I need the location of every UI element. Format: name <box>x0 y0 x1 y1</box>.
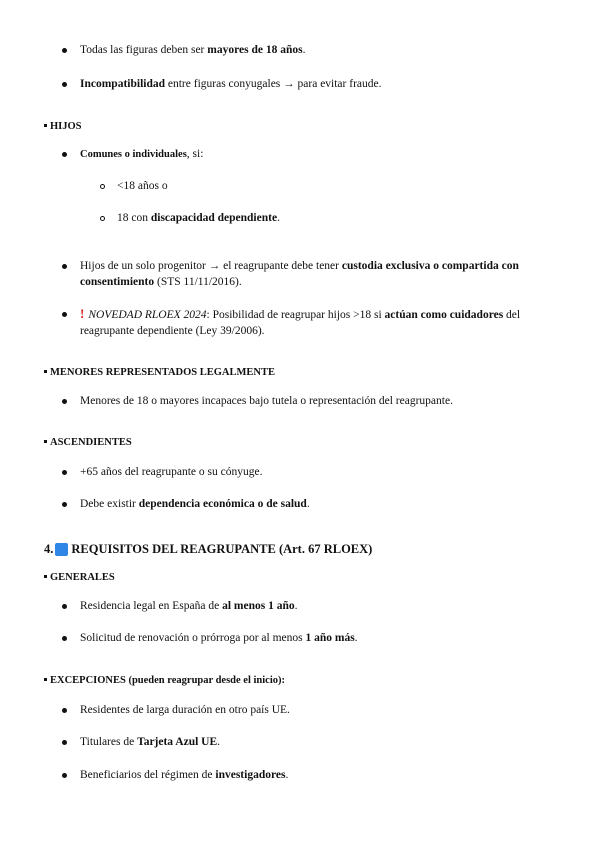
list-item: Residentes de larga duración en otro país UE. <box>80 704 290 716</box>
bullet-dot-icon <box>62 312 67 317</box>
list-item: Titulares de Tarjeta Azul UE. <box>80 736 221 748</box>
sub-list-item: 18 con discapacidad dependiente. <box>117 212 280 224</box>
list-item: Beneficiarios del régimen de investigadores. <box>80 769 289 781</box>
list-item: Hijos de un solo progenitor → el reagrupante debe tener custodia exclusiva o compartida con consentimiento (STS 11/11/2016). <box>80 260 519 288</box>
bullet-dot-icon <box>62 82 67 87</box>
list-item: +65 años del reagrupante o su cónyuge. <box>80 466 263 478</box>
list-item: Residencia legal en España de al menos 1 año. <box>80 600 298 612</box>
small-square-icon <box>44 124 47 127</box>
bullet-dot-icon <box>62 740 67 745</box>
small-square-icon <box>44 575 47 578</box>
list-item: ! NOVEDAD RLOEX 2024: Posibilidad de reagrupar hijos >18 si actúan como cuidadores del reagrupante dependiente (Ley 39/2006). <box>80 306 521 337</box>
bullet-dot-icon <box>62 264 67 269</box>
list-item: Debe existir dependencia económica o de salud. <box>80 498 310 510</box>
section-heading-excepciones: EXCEPCIONES (pueden reagrupar desde el inicio): <box>44 675 285 686</box>
bullet-dot-icon <box>62 636 67 641</box>
bullet-dot-icon <box>62 152 67 157</box>
list-item: Solicitud de renovación o prórroga por al menos 1 año más. <box>80 632 358 644</box>
list-item: Todas las figuras deben ser mayores de 18 años. <box>80 44 306 56</box>
section-title-requisitos: 4. REQUISITOS DEL REAGRUPANTE (Art. 67 RLOEX) <box>44 542 373 556</box>
bullet-dot-icon <box>62 708 67 713</box>
section-heading-menores: MENORES REPRESENTADOS LEGALMENTE <box>44 367 275 378</box>
bullet-dot-icon <box>62 470 67 475</box>
small-square-icon <box>44 440 47 443</box>
section-heading-generales: GENERALES <box>44 572 115 583</box>
exclamation-icon: ! <box>80 306 85 321</box>
bullet-dot-icon <box>62 48 67 53</box>
bullet-dot-icon <box>62 399 67 404</box>
list-item: Incompatibilidad entre figuras conyugales → para evitar fraude. <box>80 78 382 90</box>
hollow-circle-bullet-icon <box>100 184 105 189</box>
list-item: Menores de 18 o mayores incapaces bajo tutela o representación del reagrupante. <box>80 395 453 407</box>
section-heading-hijos: HIJOS <box>44 121 82 132</box>
bullet-dot-icon <box>62 502 67 507</box>
small-square-icon <box>44 678 47 681</box>
bullet-dot-icon <box>62 773 67 778</box>
hollow-circle-bullet-icon <box>100 216 105 221</box>
blue-square-icon <box>55 543 68 556</box>
bullet-dot-icon <box>62 604 67 609</box>
small-square-icon <box>44 370 47 373</box>
sub-list-item: <18 años o <box>117 180 168 192</box>
list-item: Comunes o individuales, si: <box>80 148 204 160</box>
section-heading-ascendientes: ASCENDIENTES <box>44 437 132 448</box>
